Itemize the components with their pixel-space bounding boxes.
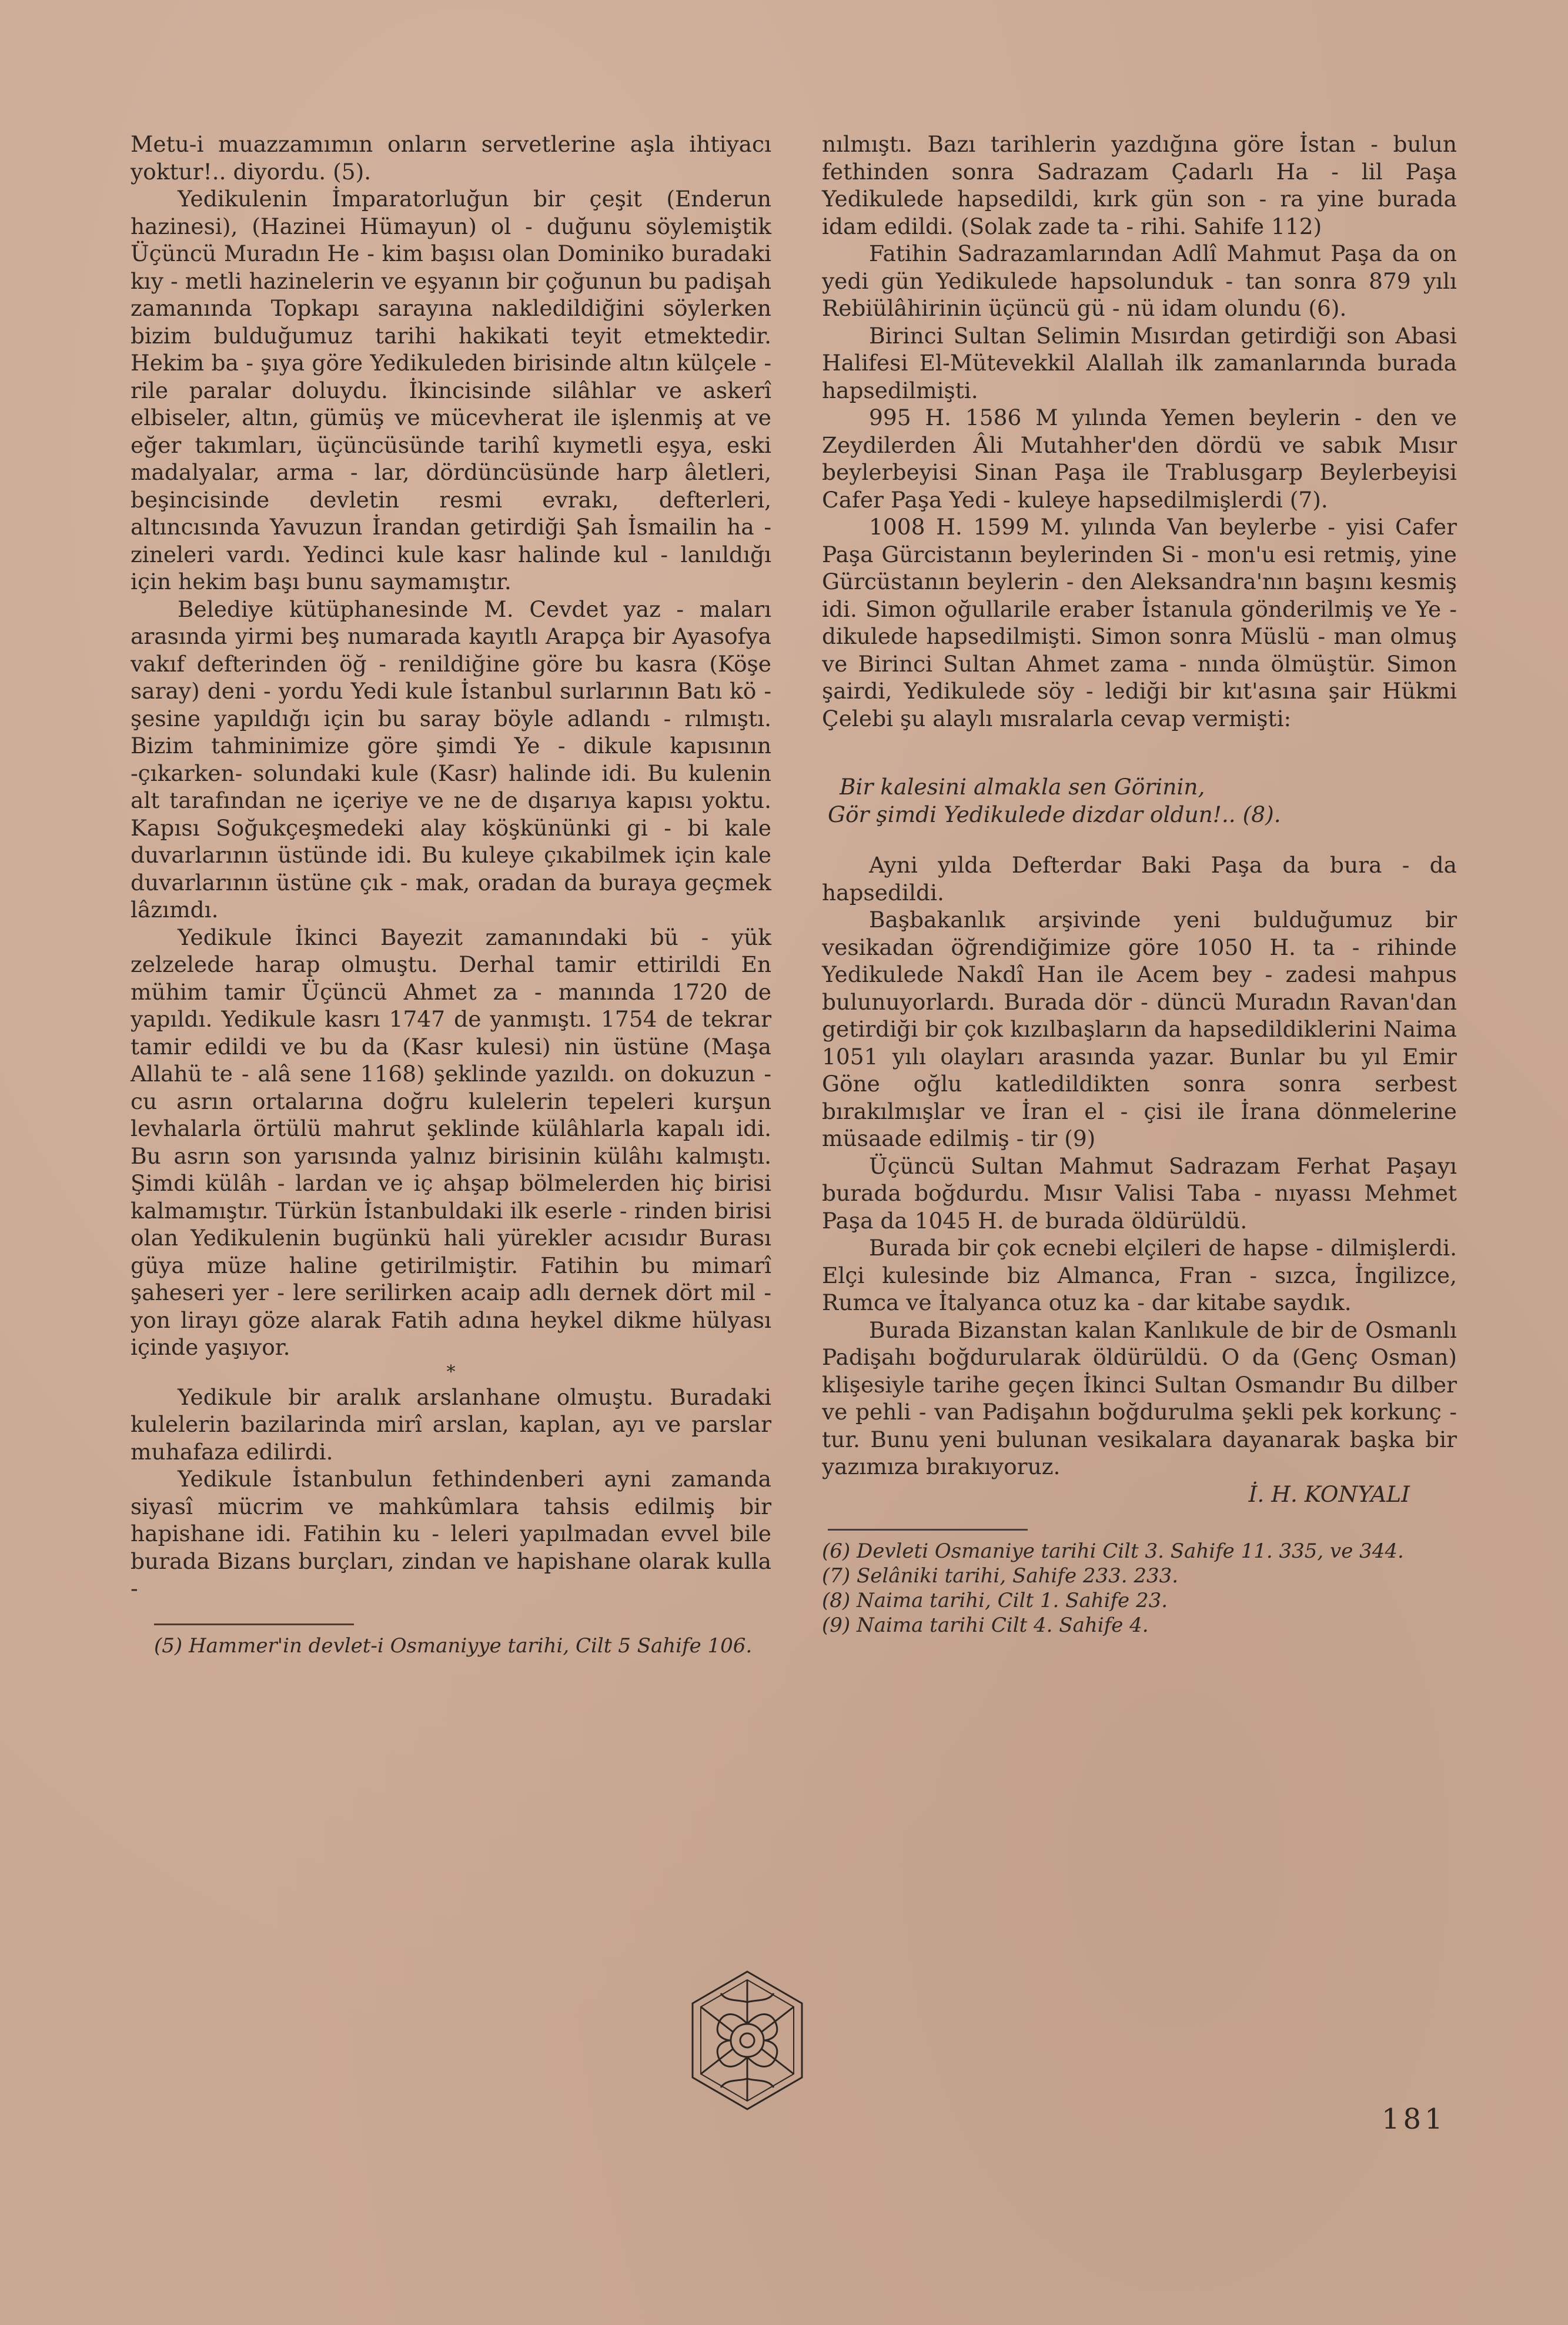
paragraph: Üçüncü Sultan Mahmut Sadrazam Ferhat Paşayı burada boğdurdu. Mısır Valisi Taba - nıyassı Mehmet Paşa da 1045 H. de burada öldürüldü.	[822, 1153, 1457, 1234]
paragraph: Fatihin Sadrazamlarından Adlî Mahmut Paşa da on yedi gün Yedikulede hapsolunduk - tan sonra 879 yılı Rebiülâhirinin üçüncü gü - nü idam olundu (6).	[822, 240, 1457, 321]
section-separator: *	[446, 1361, 456, 1382]
paragraph: Burada Bizanstan kalan Kanlıkule de bir de Osmanlı Padişahı boğdurularak öldürüldü. O da (Genç Osman) klişesiyle tarihe geçen İkinci Sultan Osmandır Bu dilber ve pehli - van Padişahın boğdurulma şekli pek korkunç - tur. Bunu yeni bulunan vesikalara dayanarak başka bir yazımıza bırakıyoruz.	[822, 1317, 1457, 1479]
left-column	[131, 131, 771, 1658]
footnote: (6) Devleti Osmaniye tarihi Cilt 3. Sahife 11. 335, ve 344.	[822, 1539, 1404, 1563]
footnote: (5) Hammer'in devlet-i Osmaniyye tarihi, Cilt 5 Sahife 106.	[154, 1633, 753, 1658]
paragraph: Metu-i muazzamımın onların servetlerine aşla ihtiyacı yoktur!.. diyordu. (5).	[131, 131, 771, 185]
paragraph: Yedikule bir aralık arslanhane olmuştu. Buradaki kulelerin bazilarinda mirî arslan, kaplan, ayı ve parslar muhafaza edilirdi.	[131, 1384, 771, 1465]
page-number: 181	[1382, 2103, 1446, 2136]
paragraph: Belediye kütüphanesinde M. Cevdet yaz - maları arasında yirmi beş numarada kayıtlı Arapça bir Ayasofya vakıf defterinden öğ - renildiğine göre bu kasra (Köşe saray) deni - yordu Yedi kule İstanbul surlarının Batı kö - şesine yapıldığı için bu saray böyle adlandı - rılmıştı. Bizim tahminimize göre şimdi Ye - dikule kapısının -çıkarken- solundaki kule (Kasr) halinde idi. Bu kulenin alt tarafından ne içeriye ve ne de dışarıya kapısı yoktu. Kapısı Soğukçeşmedeki alay köşkününki gi - bi kale duvarlarının üstünde idi. Bu kuleye çıkabilmek için kale duvarlarının üstüne çık - mak, oradan da buraya geçmek lâzımdı.	[131, 596, 771, 923]
paragraph: 995 H. 1586 M yılında Yemen beylerin - den ve Zeydilerden Âli Mutahher'den dördü ve sabık Mısır beylerbeyisi Sinan Paşa ile Trablusgarp Beylerbeyisi Cafer Paşa Yedi - kuleye hapsedilmişlerdi (7).	[822, 405, 1457, 513]
paragraph: Başbakanlık arşivinde yeni bulduğumuz bir vesikadan öğrendiğimize göre 1050 H. ta - rihinde Yedikulede Nakdî Han ile Acem bey - zadesi mahpus bulunuyorlardı. Burada dör - düncü Muradın Ravan'dan getirdiği bir çok kızılbaşların da hapsedildiklerini Naima 1051 yılı olayları arasında yazar. Bunlar bu yıl Emir Göne oğlu katledildikten sonra sonra serbest bırakılmışlar ve İran el - çisi ile İrana dönmelerine müsaade edilmiş - tir (9)	[822, 907, 1457, 1151]
paragraph: Ayni yılda Defterdar Baki Paşa da bura - da hapsedildi.	[822, 852, 1457, 906]
poem-line: Bir kalesini almakla sen Görinin,	[840, 774, 1205, 800]
paragraph: Burada bir çok ecnebi elçileri de hapse - dilmişlerdi. Elçi kulesinde biz Almanca, Fran - sızca, İngilizce, Rumca ve İtalyanca otuz ka - dar kitabe saydık.	[822, 1235, 1457, 1315]
paragraph: Yedikule İkinci Bayezit zamanındaki bü - yük zelzelede harap olmuştu. Derhal tamir ettirildi En mühim tamir Üçüncü Ahmet za - manında 1720 de yapıldı. Yedikule kasrı 1747 de yanmıştı. 1754 de tekrar tamir edildi ve bu da (Kasr kulesi) nin üstüne (Maşa Allahü te - alâ sene 1168) şeklinde yazıldı. on dokuzun - cu asrın ortalarına doğru kulelerin tepeleri kurşun levhalarla örtülü mahrut şeklinde külâhlarla kapalı idi. Bu asrın son yarısında yalnız birisinin külâhı kalmıştı. Şimdi külâh - lardan ve iç ahşap bölmelerden hiç birisi kalmamıştır. Türkün İstanbuldaki ilk eserle - rinden birisi olan Yedikulenin bugünkü hali yürekler acısıdır Burası güya müze haline getirilmiştir. Fatihin bu mimarî şaheseri yer - lere serilirken acaip adlı dernek dört mil - yon lirayı göze alarak Fatih adına heykel dikme hülyası içinde yaşıyor.	[131, 924, 771, 1360]
hexagonal-arabesque-ornament-icon	[686, 1967, 809, 2114]
footnote-rule	[828, 1529, 1028, 1531]
paragraph: 1008 H. 1599 M. yılında Van beylerbe - yisi Cafer Paşa Gürcistanın beylerinden Si - mon'u esi retmiş, yine Gürcüstanın beylerin - den Aleksandra'nın başını kesmiş idi. Simon oğullarile eraber İstanula gönderilmiş ve Ye - dikulede hapsedilmişti. Simon sonra Müslü - man olmuş ve Birinci Sultan Ahmet zama - nında ölmüştür. Simon şairdi, Yedikulede söy - lediği bir kıt'asına şair Hükmi Çelebi şu alaylı mısralarla cevap vermişti:	[822, 514, 1457, 731]
right-column	[822, 131, 1457, 1638]
paragraph: Yedikulenin İmparatorluğun bir çeşit (Enderun hazinesi), (Hazinei Hümayun) ol - duğunu söylemiştik Üçüncü Muradın He - kim başısı olan Dominiko buradaki kıy - metli hazinelerin ve eşyanın bir çoğunun bu padişah zamanında Topkapı sarayına nakledildiğini söylerken bizim bulduğumuz tarihi hakikati teyit etmektedir. Hekim ba - şıya göre Yedikuleden birisinde altın külçele - rile paralar doluydu. İkincisinde silâhlar ve askerî elbiseler, altın, gümüş ve mücevherat ile işlenmiş at ve eğer takımları, üçüncüsünde tarihî kıymetli eşya, eski madalyalar, arma - lar, dördüncüsünde harp âletleri, beşincisinde devletin resmi evrakı, defterleri, altıncısında Yavuzun İrandan getirdiği Şah İsmailin ha - zineleri vardı. Yedinci kule kasr halinde kul - lanıldığı için hekim başı bunu saymamıştır.	[131, 186, 771, 594]
poem-couplet	[822, 773, 1457, 828]
paragraph: nılmıştı. Bazı tarihlerin yazdığına göre İstan - bulun fethinden sonra Sadrazam Çadarlı Ha - lil Paşa Yedikulede hapsedildi, kırk gün son - ra yine burada idam edildi. (Solak zade ta - rihi. Sahife 112)	[822, 131, 1457, 239]
footnote: (8) Naima tarihi, Cilt 1. Sahife 23.	[822, 1589, 1168, 1612]
poem-line: Gör şimdi Yedikulede dizdar oldun!.. (8).	[828, 801, 1281, 827]
author-signature: İ. H. KONYALI	[1248, 1481, 1410, 1507]
footnote: (7) Selâniki tarihi, Sahife 233. 233.	[822, 1564, 1179, 1588]
paragraph: Yedikule İstanbulun fethindenberi ayni zamanda siyasî mücrim ve mahkûmlara tahsis edilmiş bir hapishane idi. Fatihin ku - leleri yapılmadan evvel bile burada Bizans burçları, zindan ve hapishane olarak kulla -	[131, 1466, 771, 1601]
paragraph: Birinci Sultan Selimin Mısırdan getirdiği son Abasi Halifesi El-Mütevekkil Alallah ilk zamanlarında burada hapsedilmişti.	[822, 322, 1457, 403]
footnote-rule	[154, 1624, 354, 1625]
footnote: (9) Naima tarihi Cilt 4. Sahife 4.	[822, 1614, 1149, 1637]
